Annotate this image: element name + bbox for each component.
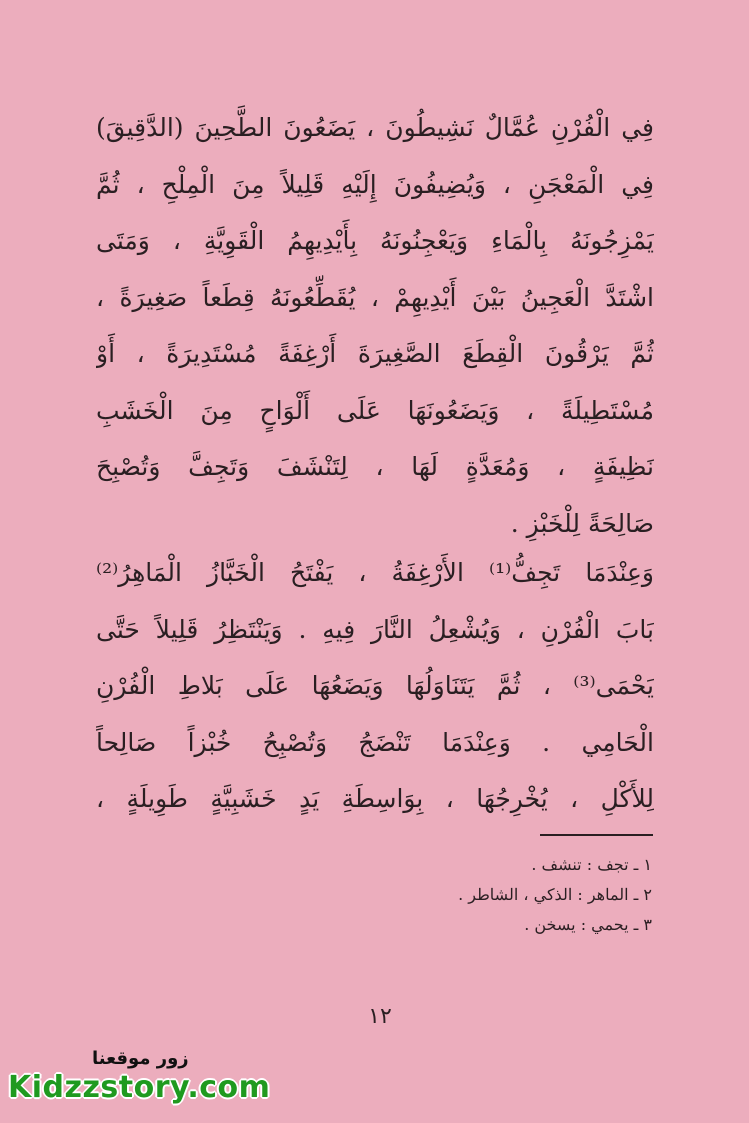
text-line: الْحَامِي . وَعِنْدَمَا تَنْضَجُ وَتُصْبِحُ خُبْزاً صَالِحاً (96, 727, 654, 757)
footnote-item: ٣ ـ يحمي : يسخن . (524, 915, 652, 934)
text-line: لِلأَكْلِ ، يُخْرِجُهَا ، بِوَاسِطَةِ يَدٍ خَشَبِيَّةٍ طَوِيلَةٍ ، (96, 784, 654, 813)
text-line: ثُمَّ يَرْقُونَ الْقِطَعَ الصَّغِيرَةَ أَرْغِفَةً مُسْتَدِيرَةً ، أَوْ (96, 339, 654, 368)
page-number: ١٢ (368, 1004, 392, 1029)
text-line: نَظِيفَةٍ ، وَمُعَدَّةٍ لَهَا ، لِتَنْشَفَ وَتَجِفَّ وَتُصْبِحَ (96, 452, 654, 481)
text-line: فِي الْمَعْجَنِ ، وَيُضِيفُونَ إِلَيْهِ قَلِيلاً مِنَ الْمِلْحِ ، ثُمَّ (96, 169, 654, 199)
text-line: مُسْتَطِيلَةً ، وَيَضَعُونَهَا عَلَى أَلْوَاحٍ مِنَ الْخَشَبِ (96, 395, 654, 425)
watermark-site-name: Kidzzstory.com (8, 1070, 271, 1105)
text-line: صَالِحَةً لِلْخَبْزِ . (510, 508, 654, 538)
footnote-item: ١ ـ تجف : تنشف . (531, 855, 652, 874)
paragraph-1 (96, 100, 654, 552)
text-line: يَمْزِجُونَهُ بِالْمَاءِ وَيَعْجِنُونَهُ بِأَيْدِيهِمُ الْقَوِيَّةِ ، وَمَتَى (96, 226, 654, 255)
text-line: وَعِنْدَمَا تَجِفُّ⁽¹⁾ الأَرْغِفَةُ ، يَفْتَحُ الْخَبَّازُ الْمَاهِرُ⁽²⁾ (96, 558, 654, 587)
paragraph-2 (96, 545, 654, 828)
site-watermark (8, 1040, 271, 1120)
watermark-arabic-text: زور موقعنا (92, 1048, 189, 1069)
footnote-divider (540, 834, 653, 836)
footnote-item: ٢ ـ الماهر : الذكي ، الشاطر . (458, 885, 652, 904)
text-line: يَحْمَى⁽³⁾ ، ثُمَّ يَتَنَاوَلُهَا وَيَضَعُهَا عَلَى بَلاطِ الْفُرْنِ (96, 671, 654, 700)
text-line: بَابَ الْفُرْنِ ، وَيُشْعِلُ النَّارَ فِيهِ . وَيَنْتَظِرُ قَلِيلاً حَتَّى (96, 614, 654, 644)
footnotes (300, 850, 652, 940)
text-line: فِي الْفُرْنِ عُمَّالٌ نَشِيطُونَ ، يَضَعُونَ الطَّحِينَ (الدَّقِيقَ) (96, 113, 654, 142)
text-line: اشْتَدَّ الْعَجِينُ بَيْنَ أَيْدِيهِمْ ، يُقَطِّعُونَهُ قِطَعاً صَغِيرَةً ، (96, 282, 654, 312)
